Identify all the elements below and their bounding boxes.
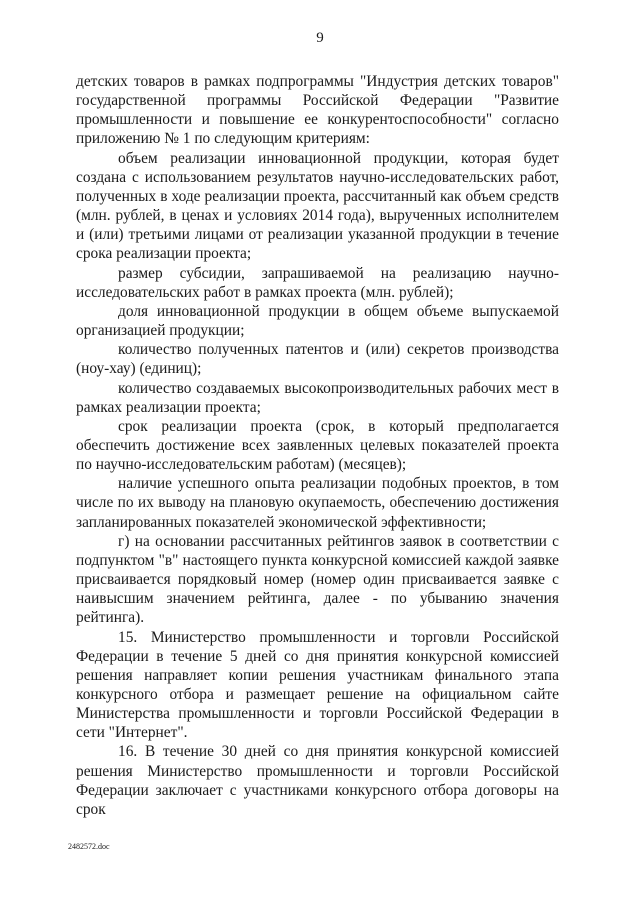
page-number: 9 xyxy=(316,30,324,46)
criterion-subsidy-size: размер субсидии, запрашиваемой на реализацию научно-исследовательских работ в рамках проекта (млн. рублей); xyxy=(76,264,559,301)
clause-16: 16. В течение 30 дней со дня принятия конкурсной комиссией решения Министерство промышленности и торговли Российской Федерации заключает с участниками конкурсного отбора договоры на срок xyxy=(76,743,559,818)
criterion-project-term: срок реализации проекта (срок, в который предполагается обеспечить достижение всех заявленных целевых показателей проекта по научно-исследовательским работам) (месяцев); xyxy=(76,417,559,474)
criterion-patents: количество полученных патентов и (или) секретов производства (ноу-хау) (единиц); xyxy=(76,341,559,378)
document-body xyxy=(76,72,559,819)
criterion-workplaces: количество создаваемых высокопроизводительных рабочих мест в рамках реализации проекта; xyxy=(76,379,559,416)
criterion-experience: наличие успешного опыта реализации подобных проектов, в том числе по их выводу на плановую окупаемость, обеспечению достижения запланированных показателей экономической эффективности; xyxy=(76,475,559,531)
criterion-innovative-share: доля инновационной продукции в общем объеме выпускаемой организацией продукции; xyxy=(76,302,559,340)
clause-15: 15. Министерство промышленности и торговли Российской Федерации в течение 5 дней со дня принятия конкурсной комиссией решения направляет копии решения участникам финального этапа конкурсного отбора и размещает решение на официальном сайте Министерства промышленности и торговли Российской Федерации в сети "Интернет". xyxy=(76,628,559,742)
footer-doc-id: 2482572.doc xyxy=(68,842,110,851)
paragraph-intro: детских товаров в рамках подпрограммы "Индустрия детских товаров" государственной программы Российской Федерации "Развитие промышленности и повышение ее конкурентоспособности" согласно приложению № 1 по следующим критериям: xyxy=(76,73,559,148)
criterion-innovative-output: объем реализации инновационной продукции, которая будет создана с использованием результатов научно-исследовательских работ, полученных в ходе реализации проекта, рассчитанный как объем средств (млн. рублей, в ценах и условиях 2014 года), вырученных исполнителем и (или) третьими лицами от реализации указанной продукции в течение срока реализации проекта; xyxy=(76,149,559,263)
subitem-g-ranking: г) на основании рассчитанных рейтингов заявок в соответствии с подпунктом "в" настоящего пункта конкурсной комиссией каждой заявке присваивается порядковый номер (номер один присваивается заявке с наивысшим значением рейтинга, далее - по убыванию значения рейтинга). xyxy=(76,532,559,627)
